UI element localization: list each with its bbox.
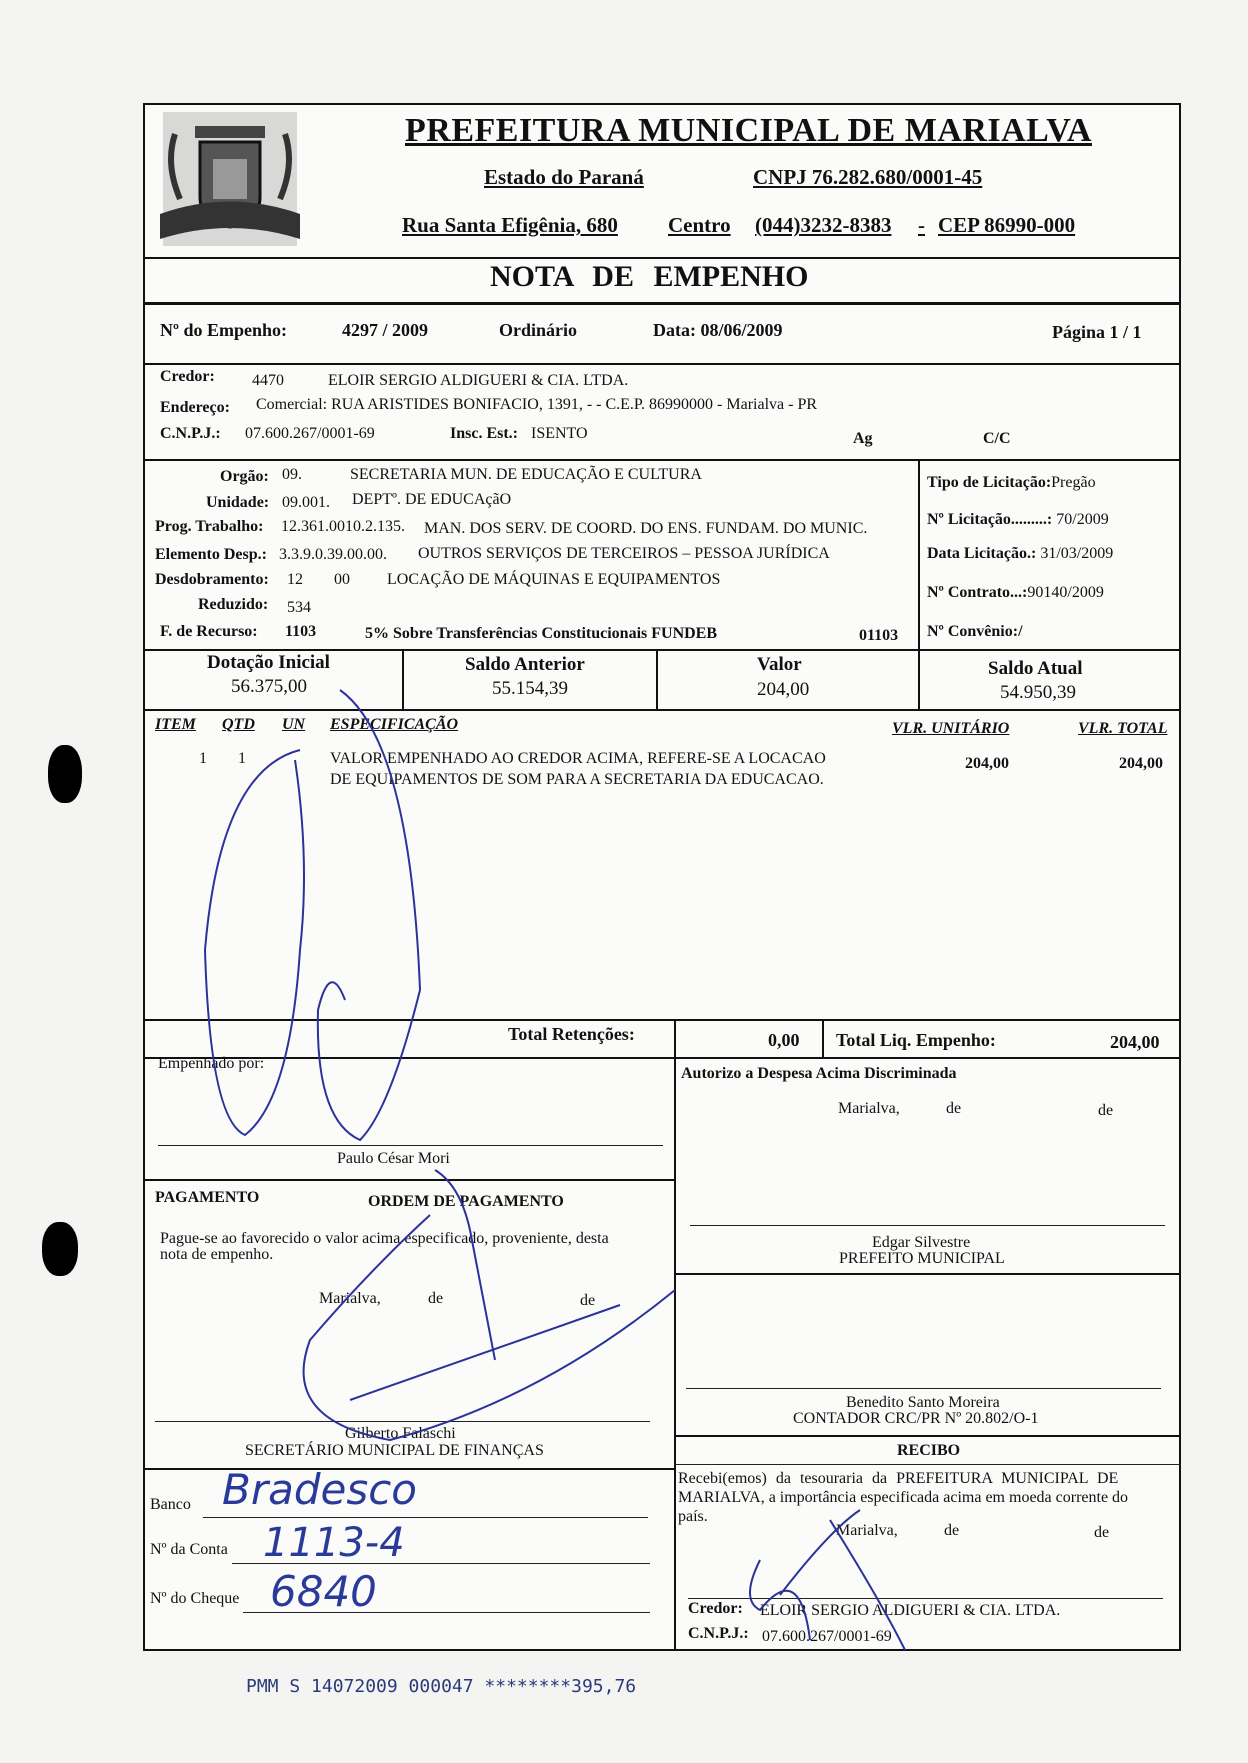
ordem-label: ORDEM DE PAGAMENTO: [368, 1193, 564, 1210]
insc-value: ISENTO: [531, 425, 588, 442]
num-licitacao-label: Nº Licitação.........:: [927, 511, 1053, 528]
credor-name: ELOIR SERGIO ALDIGUERI & CIA. LTDA.: [328, 372, 629, 389]
tipo-licitacao-label: Tipo de Licitação:: [927, 474, 1052, 491]
col-vlr-total: VLR. TOTAL: [1078, 720, 1168, 737]
total-liquido-label: Total Liq. Empenho:: [836, 1030, 996, 1050]
item-vlr-unit: 204,00: [965, 755, 1009, 772]
contrato: [927, 584, 1104, 602]
street-label: Rua Santa Efigênia, 680: [402, 213, 618, 237]
data-licitacao-label: Data Licitação.:: [927, 545, 1037, 562]
state-label: Estado do Paraná: [484, 165, 644, 189]
recibo-text2: MARIALVA, a importância especificada acima em moeda corrente do: [678, 1489, 1129, 1506]
autorizo-de2: de: [1098, 1102, 1114, 1119]
divider: [143, 363, 1181, 365]
total-liquido-value: 204,00: [1110, 1032, 1160, 1052]
prog-label: Prog. Trabalho:: [155, 518, 264, 535]
autorizo-de1: de: [946, 1100, 962, 1117]
divider: [143, 1179, 674, 1181]
divider: [674, 1464, 1181, 1465]
cheque-handwritten: 6840: [270, 1567, 377, 1616]
desd-label: Desdobramento:: [155, 571, 269, 588]
col-espec: ESPECIFICAÇÃO: [330, 716, 459, 733]
item-qtd: 1: [238, 750, 246, 767]
saldo-anterior-value: 55.154,39: [492, 678, 568, 699]
empenhado-name: Paulo César Mori: [337, 1150, 450, 1167]
signature-line: [686, 1388, 1161, 1389]
reduzido-label: Reduzido:: [198, 596, 269, 613]
unidade-label: Unidade:: [206, 494, 270, 511]
header-separator: -: [918, 213, 925, 237]
recurso-name: 5% Sobre Transferências Constitucionais FUNDEB: [365, 625, 718, 642]
pagamento-de1: de: [428, 1290, 444, 1307]
unidade-code: 09.001.: [282, 494, 330, 511]
signature-line: [690, 1225, 1165, 1226]
contador-role: CONTADOR CRC/PR Nº 20.802/O-1: [793, 1410, 1039, 1427]
cnpj-field-label: C.N.P.J.:: [160, 425, 221, 442]
page-title: PREFEITURA MUNICIPAL DE MARIALVA: [405, 112, 1092, 149]
data-licitacao: [927, 545, 1113, 563]
item-number: 1: [199, 750, 207, 767]
empenho-label: Nº do Empenho:: [160, 320, 287, 340]
pagamento-text2: nota de empenho.: [160, 1246, 274, 1263]
signature-line: [688, 1598, 1163, 1599]
prog-name: MAN. DOS SERV. DE COORD. DO ENS. FUNDAM. DO MUNIC.: [424, 520, 868, 537]
contrato-value: 90140/2009: [1027, 584, 1104, 601]
empenhado-label: Empenhado por:: [158, 1055, 265, 1072]
dotacao-value: 56.375,00: [231, 676, 307, 697]
contador-name: Benedito Santo Moreira: [846, 1394, 1000, 1411]
recibo-city: Marialva,: [836, 1522, 898, 1539]
item-vlr-total: 204,00: [1119, 755, 1163, 772]
punch-hole: [48, 745, 82, 803]
orgao-label: Orgão:: [220, 468, 269, 485]
district-label: Centro: [668, 213, 731, 237]
elem-name: OUTROS SERVIÇOS DE TERCEIROS – PESSOA JURÍDICA: [418, 545, 830, 562]
tipo-licitacao: [927, 474, 1096, 492]
col-vlr-unit: VLR. UNITÁRIO: [892, 720, 1010, 737]
pagamento-de2: de: [580, 1292, 596, 1309]
saldo-atual-value: 54.950,39: [1000, 682, 1076, 703]
orgao-code: 09.: [282, 466, 302, 483]
orgao-name: SECRETARIA MUN. DE EDUCAÇÃO E CULTURA: [350, 466, 702, 483]
col-item: ITEM: [155, 716, 196, 733]
recurso-label: F. de Recurso:: [160, 623, 258, 640]
saldo-atual-label: Saldo Atual: [988, 658, 1083, 679]
insc-label: Insc. Est.:: [450, 425, 519, 442]
autorizo-label: Autorizo a Despesa Acima Discriminada: [681, 1065, 957, 1082]
item-description-line2: DE EQUIPAMENTOS DE SOM PARA A SECRETARIA DA EDUCACAO.: [330, 771, 824, 788]
recibo-text1: Recebi(emos) da tesouraria da PREFEITURA MUNICIPAL DE: [678, 1470, 1119, 1487]
divider: [674, 1057, 676, 1651]
divider: [674, 1435, 1181, 1437]
recibo-credor-label: Credor:: [688, 1600, 743, 1617]
divider: [143, 649, 1181, 651]
ag-label: Ag: [853, 430, 873, 447]
conta-label: Nº da Conta: [150, 1541, 228, 1558]
divider: [143, 1019, 1181, 1021]
divider: [143, 709, 1181, 711]
empenho-type: Ordinário: [499, 320, 578, 340]
total-retencoes-label: Total Retenções:: [508, 1024, 635, 1044]
col-un: UN: [282, 716, 306, 733]
valor-value: 204,00: [757, 679, 810, 700]
elem-code: 3.3.9.0.39.00.00.: [279, 546, 387, 563]
signature-line: [158, 1145, 663, 1146]
credor-cnpj: 07.600.267/0001-69: [245, 425, 375, 442]
pagamento-city: Marialva,: [319, 1290, 381, 1307]
recibo-cnpj-label: C.N.P.J.:: [688, 1625, 749, 1642]
item-description-line1: VALOR EMPENHADO AO CREDOR ACIMA, REFERE-SE A LOCACAO: [330, 750, 826, 767]
recibo-title: RECIBO: [897, 1442, 961, 1459]
recibo-credor: ELOIR SERGIO ALDIGUERI & CIA. LTDA.: [760, 1602, 1061, 1619]
prefeito-name: Edgar Silvestre: [872, 1234, 971, 1251]
divider: [143, 459, 1181, 461]
saldo-anterior-label: Saldo Anterior: [465, 654, 585, 675]
num-licitacao: [927, 511, 1109, 529]
secretario-name: Gilberto Falaschi: [345, 1425, 456, 1442]
empenho-date: Data: 08/06/2009: [653, 320, 783, 340]
doc-title: NOTA DE EMPENHO: [490, 260, 809, 293]
cnpj-label: CNPJ 76.282.680/0001-45: [753, 165, 983, 189]
recibo-text3: país.: [678, 1508, 708, 1525]
banco-line: [203, 1517, 648, 1518]
phone-label: (044)3232-8383: [755, 213, 892, 237]
pagamento-text1: Pague-se ao favorecido o valor acima especificado, proveniente, desta: [160, 1230, 609, 1247]
total-retencoes-value: 0,00: [768, 1030, 800, 1050]
desd-name: LOCAÇÃO DE MÁQUINAS E EQUIPAMENTOS: [387, 571, 721, 588]
cep-label: CEP 86990-000: [938, 213, 1076, 237]
punch-hole: [42, 1222, 78, 1276]
page-number: Página 1 / 1: [1052, 322, 1142, 342]
divider: [402, 649, 404, 709]
cheque-label: Nº do Cheque: [150, 1590, 240, 1607]
conta-handwritten: 1113-4: [263, 1520, 405, 1566]
banco-label: Banco: [150, 1496, 191, 1513]
reduzido-code: 534: [287, 599, 311, 616]
secretario-role: SECRETÁRIO MUNICIPAL DE FINANÇAS: [245, 1442, 544, 1459]
contrato-label: Nº Contrato...:: [927, 584, 1028, 601]
desd-b: 00: [334, 571, 350, 588]
credor-code: 4470: [252, 372, 284, 389]
divider: [674, 1273, 1181, 1275]
divider: [918, 649, 920, 709]
credor-address: Comercial: RUA ARISTIDES BONIFACIO, 1391, - - C.E.P. 86990000 - Marialva - PR: [256, 396, 818, 413]
divider: [143, 1057, 1181, 1059]
recibo-cnpj: 07.600.267/0001-69: [762, 1628, 892, 1645]
recibo-de1: de: [944, 1522, 960, 1539]
data-licitacao-value: 31/03/2009: [1040, 545, 1114, 562]
autorizo-city: Marialva,: [838, 1100, 900, 1117]
divider: [656, 649, 658, 709]
convenio: Nº Convênio:/: [927, 623, 1023, 640]
prefeito-role: PREFEITO MUNICIPAL: [839, 1250, 1005, 1267]
divider: [918, 459, 920, 649]
divider: [822, 1019, 824, 1057]
address-label: Endereço:: [160, 399, 230, 416]
divider: [143, 257, 1181, 259]
unidade-name: DEPTº. DE EDUCAçãO: [352, 491, 512, 508]
recurso-code: 1103: [285, 623, 317, 640]
recibo-de2: de: [1094, 1524, 1110, 1541]
dotacao-label: Dotação Inicial: [207, 652, 330, 673]
municipal-seal: [155, 104, 305, 254]
num-licitacao-value: 70/2009: [1056, 511, 1109, 528]
col-qtd: QTD: [222, 716, 255, 733]
tipo-licitacao-value: Pregão: [1051, 474, 1096, 491]
bank-stamp: PMM S 14072009 000047 ********395,76: [246, 1676, 637, 1697]
signature-line: [155, 1421, 650, 1422]
divider: [674, 1019, 676, 1057]
divider: [143, 302, 1181, 305]
empenho-number: 4297 / 2009: [342, 320, 429, 340]
cc-label: C/C: [983, 430, 1011, 447]
prog-code: 12.361.0010.2.135.: [281, 518, 405, 535]
credor-label: Credor:: [160, 368, 215, 385]
pagamento-label: PAGAMENTO: [155, 1189, 260, 1206]
recurso-number: 01103: [859, 627, 899, 644]
valor-label: Valor: [757, 654, 802, 675]
elem-label: Elemento Desp.:: [155, 546, 267, 563]
desd-a: 12: [287, 571, 303, 588]
banco-handwritten: Bradesco: [222, 1465, 417, 1514]
